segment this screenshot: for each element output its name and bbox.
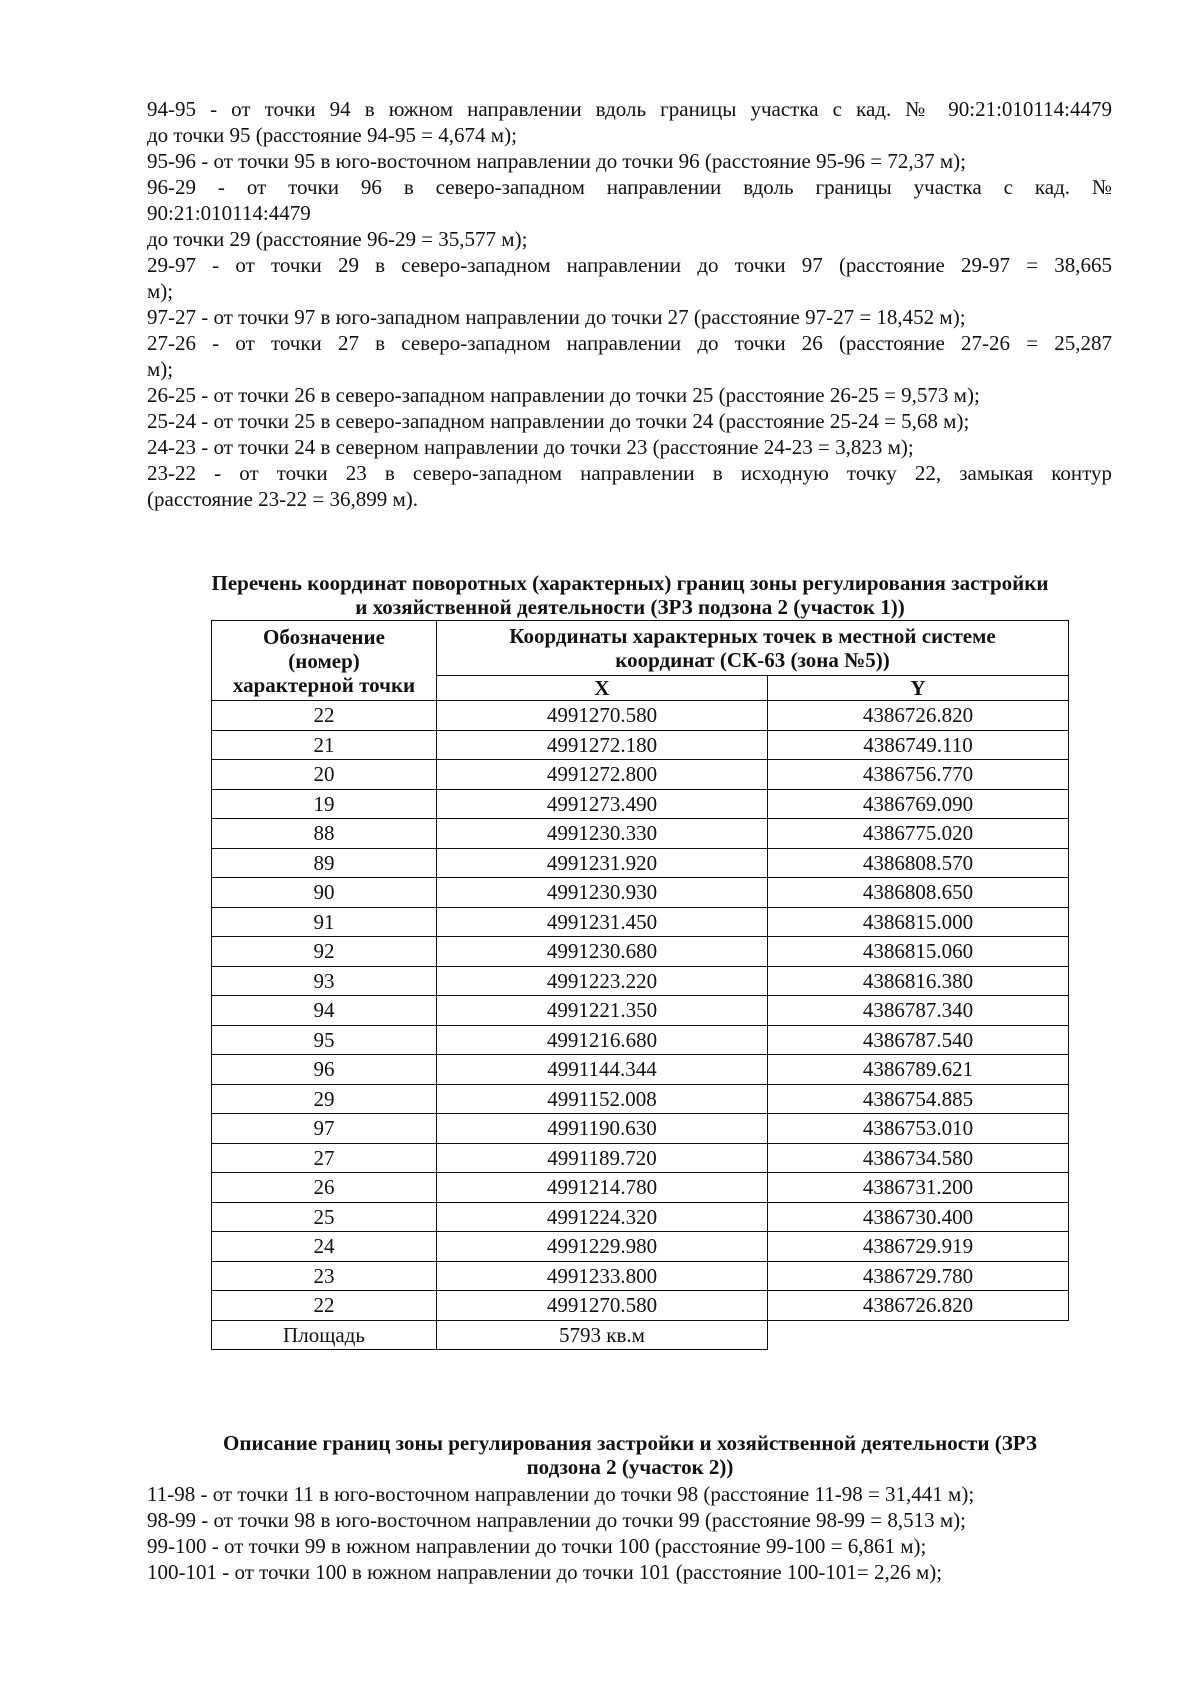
table-row	[212, 701, 1069, 731]
cell-x: 4991189.720	[437, 1143, 768, 1173]
cell-y: 4386729.919	[768, 1232, 1069, 1262]
table-row	[212, 848, 1069, 878]
cell-y: 4386754.885	[768, 1084, 1069, 1114]
cell-point: 92	[212, 937, 437, 967]
header-text: Обозначение	[263, 624, 385, 649]
cell-empty	[768, 1320, 1069, 1350]
cell-point: 96	[212, 1055, 437, 1085]
cell-point: 22	[212, 1291, 437, 1321]
cell-x: 4991221.350	[437, 996, 768, 1026]
paragraph-line: до точки 95 (расстояние 94-95 = 4,674 м);	[147, 123, 517, 147]
paragraph-line: 24-23 - от точки 24 в северном направлении до точки 23 (расстояние 24-23 = 3,823 м);	[147, 435, 914, 459]
table-row-area	[212, 1320, 1069, 1350]
paragraph-line: 99-100 - от точки 99 в южном направлении до точки 100 (расстояние 99-100 = 6,861 м);	[147, 1534, 927, 1558]
cell-y: 4386816.380	[768, 966, 1069, 996]
cell-x: 4991231.450	[437, 907, 768, 937]
cell-y: 4386808.650	[768, 878, 1069, 908]
table-row	[212, 966, 1069, 996]
paragraph-line: 97-27 - от точки 97 в юго-западном направлении до точки 27 (расстояние 97-27 = 18,452 м);	[147, 305, 966, 329]
cell-point: 94	[212, 996, 437, 1026]
cell-x: 4991214.780	[437, 1173, 768, 1203]
cell-point: 88	[212, 819, 437, 849]
cell-point: 90	[212, 878, 437, 908]
paragraph-line: м);	[147, 279, 174, 303]
cell-point: 89	[212, 848, 437, 878]
table-row	[212, 1025, 1069, 1055]
cell-x: 4991230.930	[437, 878, 768, 908]
paragraph-line: 94-95 - от точки 94 в южном направлении вдоль границы участка с кад. № 90:21:010114:4479	[147, 97, 1112, 121]
coordinates-table	[211, 620, 1069, 1350]
header-text: (номер)	[288, 648, 360, 673]
cell-y: 4386787.540	[768, 1025, 1069, 1055]
cell-y: 4386769.090	[768, 789, 1069, 819]
cell-x: 4991270.580	[437, 701, 768, 731]
table-row	[212, 1173, 1069, 1203]
cell-point: 26	[212, 1173, 437, 1203]
cell-y: 4386756.770	[768, 760, 1069, 790]
cell-x: 4991216.680	[437, 1025, 768, 1055]
header-text: Координаты характерных точек в местной системе	[509, 624, 996, 648]
cell-x: 4991152.008	[437, 1084, 768, 1114]
table-row	[212, 996, 1069, 1026]
paragraph-line: 26-25 - от точки 26 в северо-западном направлении до точки 25 (расстояние 26-25 = 9,573 м);	[147, 383, 980, 407]
cell-point: 93	[212, 966, 437, 996]
cell-x: 4991230.330	[437, 819, 768, 849]
table-row	[212, 1084, 1069, 1114]
table-row	[212, 907, 1069, 937]
table-row	[212, 730, 1069, 760]
cell-y: 4386726.820	[768, 1291, 1069, 1321]
cell-y: 4386753.010	[768, 1114, 1069, 1144]
paragraph-line: 90:21:010114:4479	[147, 201, 311, 225]
paragraph-line: 29-97 - от точки 29 в северо-западном направлении до точки 97 (расстояние 29-97 = 38,665	[147, 253, 1112, 277]
cell-y: 4386775.020	[768, 819, 1069, 849]
cell-y: 4386729.780	[768, 1261, 1069, 1291]
header-text: координат (СК-63 (зона №5))	[615, 648, 890, 672]
table-row	[212, 760, 1069, 790]
cell-y: 4386749.110	[768, 730, 1069, 760]
paragraph-line: 25-24 - от точки 25 в северо-западном направлении до точки 24 (расстояние 25-24 = 5,68 м);	[147, 409, 970, 433]
cell-x: 4991272.800	[437, 760, 768, 790]
table-row	[212, 1114, 1069, 1144]
table-row	[212, 1143, 1069, 1173]
cell-point: 20	[212, 760, 437, 790]
cell-y: 4386731.200	[768, 1173, 1069, 1203]
cell-x: 4991223.220	[437, 966, 768, 996]
cell-area-label: Площадь	[212, 1320, 437, 1350]
table-row	[212, 1291, 1069, 1321]
cell-y: 4386789.621	[768, 1055, 1069, 1085]
cell-y: 4386808.570	[768, 848, 1069, 878]
table-row	[212, 1202, 1069, 1232]
header-x: X	[437, 676, 768, 701]
cell-x: 4991270.580	[437, 1291, 768, 1321]
cell-y: 4386734.580	[768, 1143, 1069, 1173]
cell-x: 4991230.680	[437, 937, 768, 967]
section2-title-line: подзона 2 (участок 2))	[526, 1455, 734, 1479]
cell-point: 25	[212, 1202, 437, 1232]
paragraph-line: 98-99 - от точки 98 в юго-восточном направлении до точки 99 (расстояние 98-99 = 8,513 м);	[147, 1508, 966, 1532]
cell-x: 4991190.630	[437, 1114, 768, 1144]
cell-point: 19	[212, 789, 437, 819]
table-row	[212, 1261, 1069, 1291]
table-row	[212, 1055, 1069, 1085]
cell-point: 22	[212, 701, 437, 731]
cell-x: 4991144.344	[437, 1055, 768, 1085]
paragraph-line: 11-98 - от точки 11 в юго-восточном направлении до точки 98 (расстояние 11-98 = 31,441 м);	[147, 1482, 975, 1506]
cell-y: 4386815.060	[768, 937, 1069, 967]
cell-y: 4386787.340	[768, 996, 1069, 1026]
cell-point: 24	[212, 1232, 437, 1262]
table-row	[212, 789, 1069, 819]
cell-y: 4386726.820	[768, 701, 1069, 731]
boundary-description-list-2	[147, 1481, 1112, 1585]
paragraph-line: 96-29 - от точки 96 в северо-западном направлении вдоль границы участка с кад. №	[147, 175, 1112, 199]
table-title-line: и хозяйственной деятельности (ЗРЗ подзона 2 (участок 1))	[355, 595, 905, 619]
table-title	[140, 571, 1120, 619]
table-row	[212, 937, 1069, 967]
section2-title-line: Описание границ зоны регулирования застройки и хозяйственной деятельности (ЗРЗ	[223, 1431, 1037, 1455]
table-row	[212, 819, 1069, 849]
cell-x: 4991231.920	[437, 848, 768, 878]
cell-y: 4386730.400	[768, 1202, 1069, 1232]
paragraph-line: 95-96 - от точки 95 в юго-восточном направлении до точки 96 (расстояние 95-96 = 72,37 м);	[147, 149, 966, 173]
section2-title	[140, 1431, 1120, 1479]
table-title-line: Перечень координат поворотных (характерных) границ зоны регулирования застройки	[211, 571, 1049, 595]
cell-point: 21	[212, 730, 437, 760]
cell-area-value: 5793 кв.м	[437, 1320, 768, 1350]
cell-x: 4991229.980	[437, 1232, 768, 1262]
paragraph-line: 100-101 - от точки 100 в южном направлении до точки 101 (расстояние 100-101= 2,26 м);	[147, 1560, 943, 1584]
cell-point: 29	[212, 1084, 437, 1114]
cell-point: 23	[212, 1261, 437, 1291]
boundary-description-list	[147, 96, 1112, 512]
paragraph-line: м);	[147, 357, 174, 381]
header-point-designation	[212, 621, 437, 701]
paragraph-line: (расстояние 23-22 = 36,899 м).	[147, 487, 419, 511]
paragraph-line: до точки 29 (расстояние 96-29 = 35,577 м);	[147, 227, 528, 251]
cell-point: 95	[212, 1025, 437, 1055]
coordinates-table-body	[212, 701, 1069, 1350]
header-coordinates	[437, 621, 1069, 676]
table-row	[212, 1232, 1069, 1262]
table-row	[212, 878, 1069, 908]
cell-x: 4991224.320	[437, 1202, 768, 1232]
cell-point: 97	[212, 1114, 437, 1144]
cell-x: 4991272.180	[437, 730, 768, 760]
header-text: характерной точки	[232, 672, 416, 697]
paragraph-line: 23-22 - от точки 23 в северо-западном направлении в исходную точку 22, замыкая контур	[147, 461, 1112, 485]
cell-point: 91	[212, 907, 437, 937]
cell-y: 4386815.000	[768, 907, 1069, 937]
header-y: Y	[768, 676, 1069, 701]
cell-x: 4991273.490	[437, 789, 768, 819]
cell-x: 4991233.800	[437, 1261, 768, 1291]
paragraph-line: 27-26 - от точки 27 в северо-западном направлении до точки 26 (расстояние 27-26 = 25,287	[147, 331, 1112, 355]
cell-point: 27	[212, 1143, 437, 1173]
